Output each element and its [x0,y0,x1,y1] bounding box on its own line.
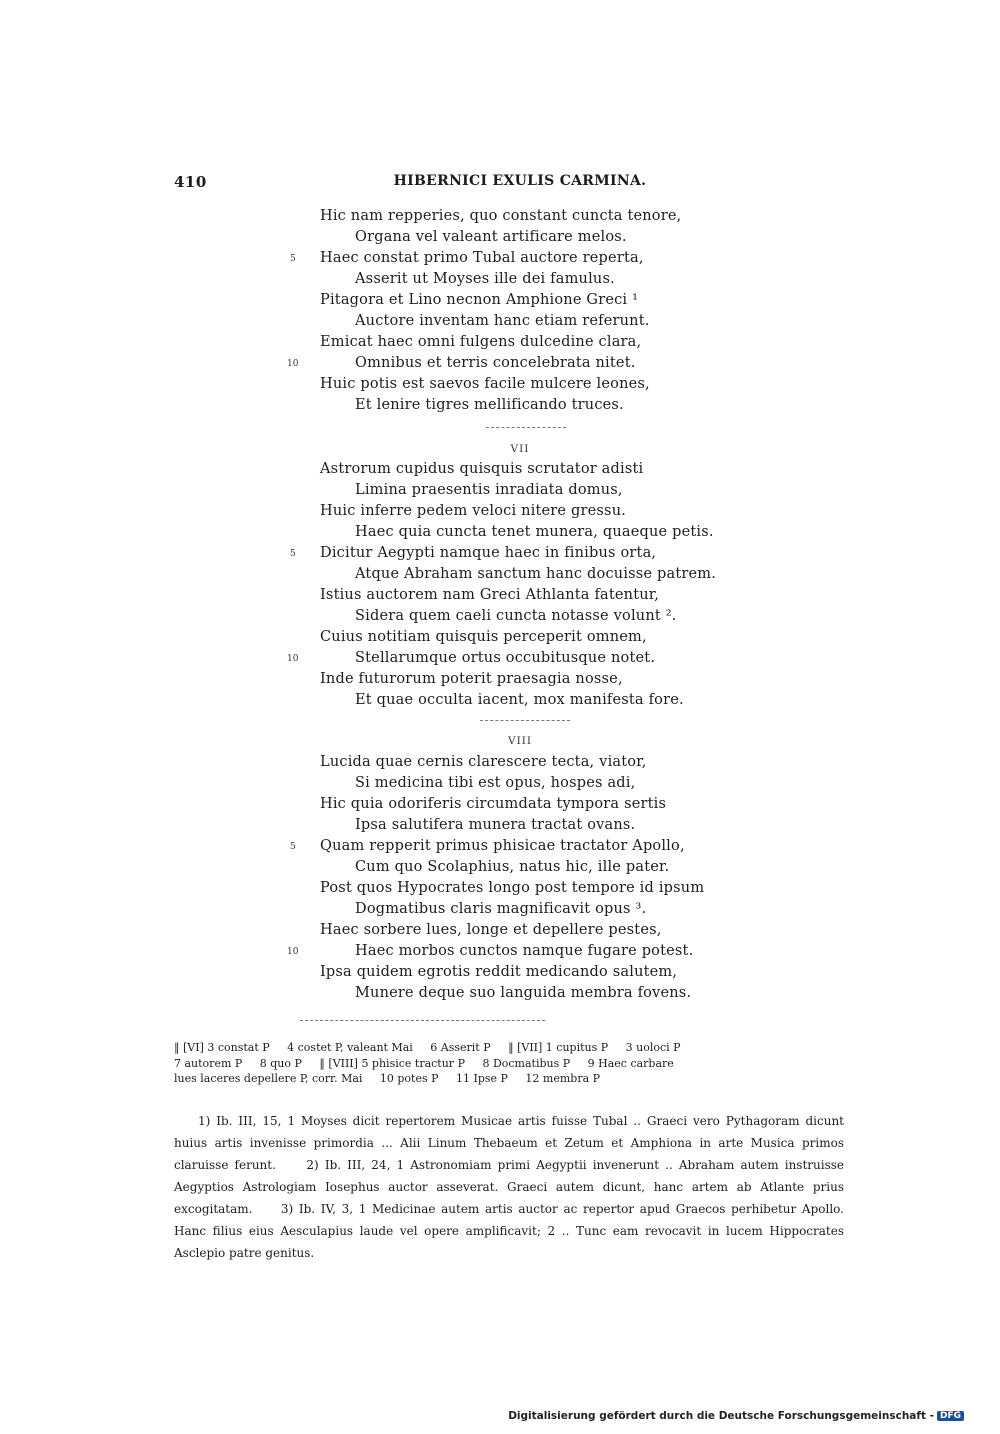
verse-line: Sidera quem caeli cuncta notasse volunt ². [355,608,677,624]
section-divider [480,720,570,721]
verse-line: Post quos Hypocrates longo post tempore id ipsum [320,880,705,896]
credit-text: Digitalisierung gefördert durch die Deutsche Forschungsgemeinschaft - [508,1410,934,1422]
verse-line: Asserit ut Moyses ille dei famulus. [355,271,615,287]
apparatus-line: lues laceres depellere P, corr. Mai 10 potes P 11 Ipse P 12 membra P [174,1072,601,1085]
line-number: 10 [287,359,299,369]
verse-line: Auctore inventam hanc etiam referunt. [355,313,650,329]
verse-line: Limina praesentis inradiata domus, [355,482,623,498]
verse-line: Et lenire tigres mellificando truces. [355,397,624,413]
apparatus-line: ‖ [VI] 3 constat P 4 costet P, valeant Mai 6 Asserit P ‖ [VII] 1 cupitus P 3 uoloci P [174,1041,681,1054]
verse-line: Stellarumque ortus occubitusque notet. [355,650,656,666]
verse-line: Quam repperit primus phisicae tractator Apollo, [320,838,685,854]
verse-line: Atque Abraham sanctum hanc docuisse patrem. [355,566,717,582]
line-number: 5 [290,549,296,559]
verse-line: Ipsa salutifera munera tractat ovans. [355,817,636,833]
verse-line: Dicitur Aegypti namque haec in finibus orta, [320,545,657,561]
line-number: 5 [290,254,296,264]
verse-line: Haec constat primo Tubal auctore reperta, [320,250,644,266]
verse-line: Haec morbos cunctos namque fugare potest. [355,943,694,959]
digitization-credit [508,1410,964,1422]
apparatus-line: 7 autorem P 8 quo P ‖ [VIII] 5 phisice tractur P 8 Docmatibus P 9 Haec carbare [174,1056,674,1070]
verse-line: Huic potis est saevos facile mulcere leones, [320,376,650,392]
section-heading-vii: VII [510,443,530,455]
verse-line: Hic quia odoriferis circumdata tympora sertis [320,796,667,812]
verse-line: Haec sorbere lues, longe et depellere pestes, [320,922,662,938]
verse-line: Omnibus et terris concelebrata nitet. [355,355,636,371]
section-heading-viii: VIII [507,735,533,747]
running-title: HIBERNICI EXULIS CARMINA. [393,173,647,189]
verse-line: Inde futurorum poterit praesagia nosse, [320,671,623,687]
line-number: 10 [287,654,299,664]
verse-line: Huic inferre pedem veloci nitere gressu. [320,503,627,519]
section-divider [486,427,566,428]
page-number: 410 [174,173,207,191]
verse-line: Astrorum cupidus quisquis scrutator adisti [320,461,644,477]
line-number: 10 [287,947,299,957]
verse-line: Munere deque suo languida membra fovens. [355,985,692,1001]
verse-line: Cum quo Scolaphius, natus hic, ille pater. [355,859,670,875]
verse-line: Ipsa quidem egrotis reddit medicando salutem, [320,964,678,980]
dfg-logo: DFG [937,1411,964,1421]
footnote-text: 1) Ib. III, 15, 1 Moyses dicit repertorem Musicae artis fuisse Tubal .. Graeci vero Pythagoram dicunt huius artis invenisse primordia ... Alii Linum Thebaeum et Zetum et Amphiona in arte Musica primos claruisse ferunt. 2) Ib. III, 24, 1 Astronomiam primi Aegyptii invenerunt .. Abraham autem instruisse Aegyptios Astrologiam Iosephus auctor asseverat. Graeci autem dicunt, hanc artem ab Atlante prius excogitatam. 3) Ib. IV, 3, 1 Medicinae autem artis auctor ac repertor apud Graecos perhibetur Apollo. Hanc filius eius Aesculapius laude vel opere amplificavit; 2 .. Tunc eam revocavit in lucem Hippocrates Asclepio patre genitus. [174,1114,848,1260]
verse-line: Emicat haec omni fulgens dulcedine clara, [320,334,642,350]
verse-line: Organa vel valeant artificare melos. [355,229,627,245]
verse-line: Dogmatibus claris magnificavit opus ³. [355,901,647,917]
line-number: 5 [290,842,296,852]
verse-line: Hic nam repperies, quo constant cuncta tenore, [320,208,682,224]
verse-line: Cuius notitiam quisquis perceperit omnem, [320,629,647,645]
apparatus-rule [300,1020,545,1021]
footnotes [174,1110,848,1264]
verse-line: Et quae occulta iacent, mox manifesta fore. [355,692,684,708]
verse-line: Pitagora et Lino necnon Amphione Greci ¹ [320,292,639,308]
verse-line: Istius auctorem nam Greci Athlanta fatentur, [320,587,660,603]
verse-line: Haec quia cuncta tenet munera, quaeque petis. [355,524,714,540]
critical-apparatus [174,1040,844,1087]
verse-line: Si medicina tibi est opus, hospes adi, [355,775,636,791]
verse-line: Lucida quae cernis clarescere tecta, viator, [320,754,647,770]
